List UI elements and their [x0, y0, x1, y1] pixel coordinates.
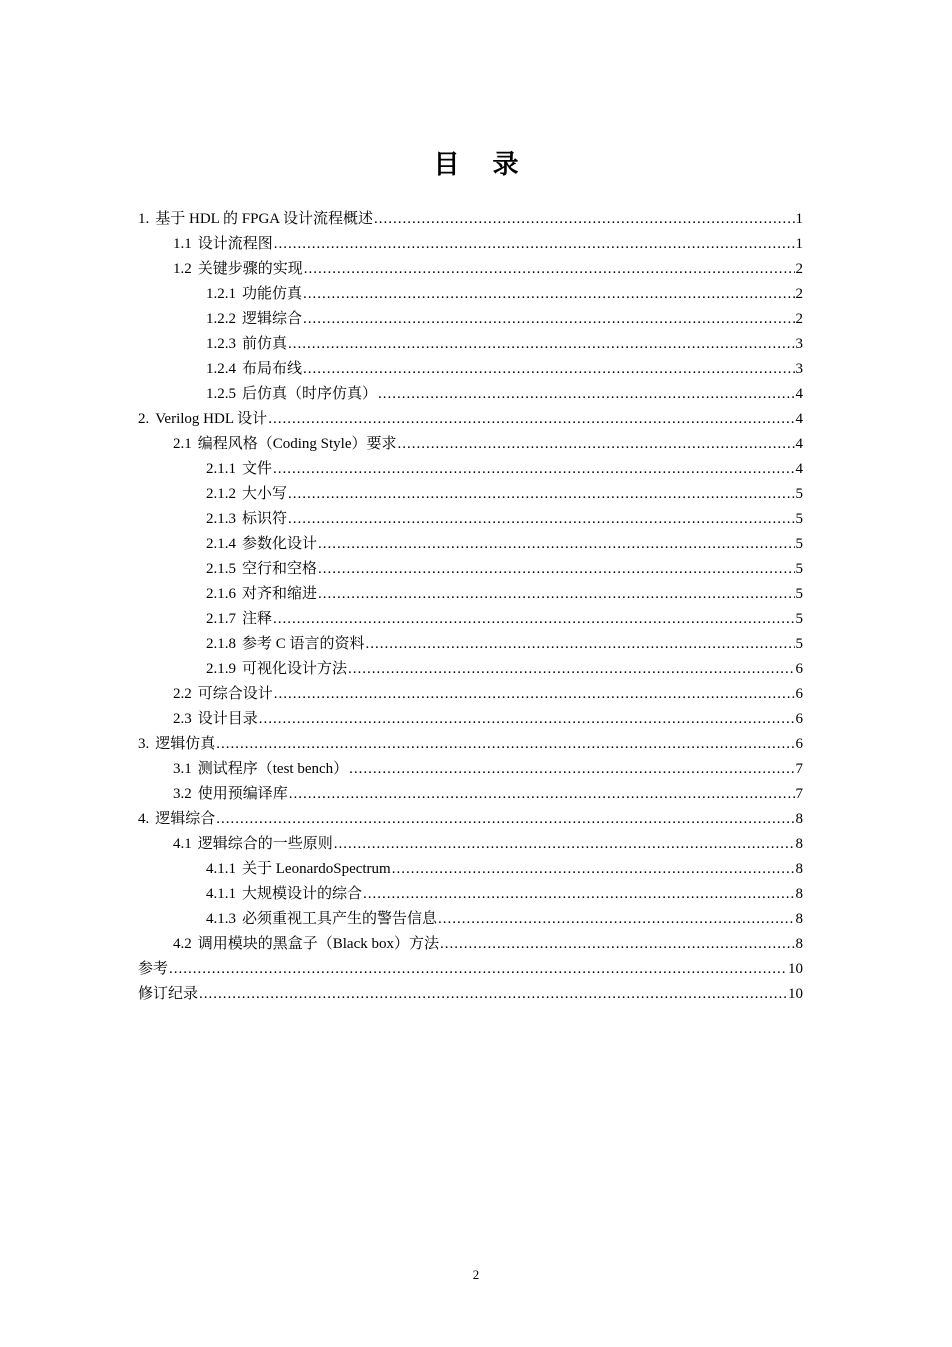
toc-entry[interactable]: [138, 507, 803, 532]
toc-entry[interactable]: [138, 307, 803, 332]
toc-entry-page: 6: [795, 711, 803, 727]
toc-entry-text: 关键步骤的实现: [197, 261, 303, 277]
toc-entry-page: 7: [795, 761, 803, 777]
toc-leader-dots: [440, 932, 795, 957]
toc-entry-number: 2.1.7: [206, 611, 236, 627]
toc-leader-dots: [303, 357, 794, 382]
toc-leader-dots: [273, 607, 794, 632]
toc-entry-page: 1: [795, 236, 803, 252]
toc-entry-label: [138, 207, 373, 232]
toc-entry-label: [173, 257, 303, 282]
toc-entry-number: 1.2: [173, 261, 192, 277]
toc-entry-page: 7: [795, 786, 803, 802]
toc-leader-dots: [274, 682, 795, 707]
toc-entry-label: [206, 532, 317, 557]
toc-entry-page: 4: [795, 411, 803, 427]
toc-entry-page: 10: [788, 986, 803, 1002]
toc-entry[interactable]: [138, 407, 803, 432]
toc-entry[interactable]: [138, 457, 803, 482]
toc-entry-text: 参考 C 语言的资料: [242, 636, 365, 652]
toc-entry-number: 2.1.1: [206, 461, 236, 477]
toc-entry-text: 测试程序（test bench）: [197, 761, 349, 777]
toc-entry-page: 3: [795, 361, 803, 377]
toc-leader-dots: [363, 882, 794, 907]
toc-entry-label: [138, 982, 198, 1007]
toc-entry-number: 3.1: [173, 761, 192, 777]
toc-entry-number: 2.1.9: [206, 661, 236, 677]
toc-entry-number: 2.1.8: [206, 636, 236, 652]
toc-leader-dots: [374, 207, 794, 232]
toc-leader-dots: [318, 557, 794, 582]
toc-entry[interactable]: [138, 532, 803, 557]
toc-entry-page: 5: [795, 511, 803, 527]
toc-leader-dots: [259, 707, 795, 732]
toc-entry[interactable]: [138, 482, 803, 507]
toc-entry-label: [173, 757, 348, 782]
toc-entry-text: 文件: [242, 461, 273, 477]
toc-entry[interactable]: [138, 807, 803, 832]
toc-entry-label: [138, 732, 215, 757]
toc-entry-text: 可综合设计: [197, 686, 273, 702]
toc-entry-page: 5: [795, 486, 803, 502]
toc-entry-text: 调用模块的黑盒子（Black box）方法: [197, 936, 439, 952]
toc-leader-dots: [348, 657, 794, 682]
toc-entry-page: 3: [795, 336, 803, 352]
toc-entry-number: 4.1.1: [206, 861, 236, 877]
toc-entry[interactable]: [138, 632, 803, 657]
toc-entry-page: 4: [795, 461, 803, 477]
toc-leader-dots: [438, 907, 794, 932]
toc-entry[interactable]: [138, 832, 803, 857]
toc-entry-text: 大规模设计的综合: [242, 886, 363, 902]
toc-entry-page: 1: [795, 211, 803, 227]
toc-entry-number: 3.: [138, 736, 150, 752]
toc-leader-dots: [304, 257, 795, 282]
toc-entry-text: 修订纪录: [138, 986, 199, 1002]
toc-entry-number: 2.1.2: [206, 486, 236, 502]
toc-entry-label: [173, 782, 288, 807]
toc-leader-dots: [288, 507, 794, 532]
toc-entry[interactable]: [138, 782, 803, 807]
toc-entry-label: [206, 582, 317, 607]
toc-entry-text: 参数化设计: [242, 536, 318, 552]
toc-entry-number: 1.2.5: [206, 386, 236, 402]
toc-entry-number: 1.2.3: [206, 336, 236, 352]
toc-entry-page: 10: [788, 961, 803, 977]
toc-leader-dots: [274, 232, 795, 257]
toc-entry[interactable]: [138, 907, 803, 932]
toc-leader-dots: [303, 282, 794, 307]
toc-entry-page: 5: [795, 536, 803, 552]
toc-entry-label: [173, 232, 273, 257]
toc-leader-dots: [334, 832, 795, 857]
toc-entry-label: [206, 882, 362, 907]
toc-entry-page: 6: [795, 686, 803, 702]
toc-entry-label: [173, 432, 397, 457]
toc-entry-text: 空行和空格: [242, 561, 318, 577]
toc-entry-text: 设计目录: [197, 711, 258, 727]
toc-entry-text: 参考: [138, 961, 169, 977]
toc-entry[interactable]: [138, 657, 803, 682]
toc-entry-text: 编程风格（Coding Style）要求: [197, 436, 397, 452]
toc-leader-dots: [199, 982, 787, 1007]
toc-entry-page: 8: [795, 911, 803, 927]
toc-leader-dots: [366, 632, 795, 657]
toc-entry-text: 必须重视工具产生的警告信息: [242, 911, 438, 927]
toc-entry-label: [173, 707, 258, 732]
toc-leader-dots: [216, 807, 794, 832]
toc-leader-dots: [273, 457, 794, 482]
page-number: 2: [472, 1267, 480, 1282]
toc-entry-number: 1.1: [173, 236, 192, 252]
toc-entry-page: 2: [795, 286, 803, 302]
toc-entry-text: 基于 HDL 的 FPGA 设计流程概述: [155, 211, 374, 227]
toc-leader-dots: [169, 957, 787, 982]
toc-entry[interactable]: [138, 332, 803, 357]
toc-leader-dots: [303, 307, 794, 332]
toc-entry-number: 2.1.4: [206, 536, 236, 552]
toc-entry-page: 8: [795, 936, 803, 952]
toc-entry-number: 2.: [138, 411, 150, 427]
toc-entry-text: 对齐和缩进: [242, 586, 318, 602]
toc-entry-text: 使用预编译库: [197, 786, 288, 802]
toc-entry[interactable]: [138, 982, 803, 1007]
page-title: 目 录: [433, 150, 531, 180]
toc-entry-number: 1.2.1: [206, 286, 236, 302]
toc-leader-dots: [349, 757, 794, 782]
toc-entry-number: 2.1: [173, 436, 192, 452]
toc-entry-page: 2: [795, 311, 803, 327]
toc-entry-text: 逻辑综合的一些原则: [197, 836, 333, 852]
toc-entry[interactable]: [138, 957, 803, 982]
toc-entry[interactable]: [138, 932, 803, 957]
toc-entry[interactable]: [138, 707, 803, 732]
toc-entry-label: [206, 307, 302, 332]
toc-entry-page: 4: [795, 386, 803, 402]
toc-leader-dots: [288, 482, 794, 507]
toc-leader-dots: [288, 332, 794, 357]
toc-entry-label: [138, 957, 168, 982]
toc-entry-text: 标识符: [242, 511, 288, 527]
toc-entry-number: 2.1.6: [206, 586, 236, 602]
toc-entry-number: 1.: [138, 211, 150, 227]
toc-entry-label: [206, 857, 391, 882]
toc-entry[interactable]: [138, 432, 803, 457]
toc-entry-label: [206, 282, 302, 307]
toc-entry-label: [206, 382, 377, 407]
table-of-contents: [138, 207, 803, 1007]
toc-entry-page: 8: [795, 886, 803, 902]
toc-entry-page: 8: [795, 811, 803, 827]
toc-entry-label: [206, 357, 302, 382]
toc-entry-number: 2.1.3: [206, 511, 236, 527]
toc-entry-text: 逻辑仿真: [155, 736, 216, 752]
toc-entry-label: [206, 632, 365, 657]
toc-entry-number: 1.2.2: [206, 311, 236, 327]
toc-entry-page: 6: [795, 661, 803, 677]
toc-leader-dots: [318, 582, 794, 607]
toc-entry[interactable]: [138, 732, 803, 757]
toc-entry-label: [206, 657, 347, 682]
toc-entry-number: 2.2: [173, 686, 192, 702]
toc-entry-number: 1.2.4: [206, 361, 236, 377]
toc-entry-label: [173, 932, 439, 957]
toc-entry-text: 布局布线: [242, 361, 303, 377]
toc-leader-dots: [392, 857, 795, 882]
toc-entry-page: 5: [795, 611, 803, 627]
toc-entry-label: [206, 507, 287, 532]
toc-entry-text: 注释: [242, 611, 273, 627]
toc-entry-text: 关于 LeonardoSpectrum: [242, 861, 391, 877]
toc-entry-text: 后仿真（时序仿真）: [242, 386, 378, 402]
toc-entry[interactable]: [138, 282, 803, 307]
toc-entry-text: 前仿真: [242, 336, 288, 352]
toc-entry-label: [206, 907, 437, 932]
toc-leader-dots: [268, 407, 794, 432]
toc-entry[interactable]: [138, 882, 803, 907]
toc-entry-text: 逻辑综合: [155, 811, 216, 827]
toc-entry[interactable]: [138, 207, 803, 232]
toc-entry-label: [206, 482, 287, 507]
toc-entry-page: 5: [795, 561, 803, 577]
toc-entry-text: 功能仿真: [242, 286, 303, 302]
toc-entry-label: [173, 682, 273, 707]
toc-entry-number: 4.1: [173, 836, 192, 852]
toc-entry-label: [173, 832, 333, 857]
toc-entry-number: 2.1.5: [206, 561, 236, 577]
toc-entry-label: [206, 332, 287, 357]
toc-entry[interactable]: [138, 357, 803, 382]
toc-entry-text: 逻辑综合: [242, 311, 303, 327]
toc-leader-dots: [289, 782, 795, 807]
toc-entry-number: 4.: [138, 811, 150, 827]
toc-entry-number: 4.1.3: [206, 911, 236, 927]
toc-entry-number: 4.1.1: [206, 886, 236, 902]
toc-entry[interactable]: [138, 857, 803, 882]
toc-entry-label: [206, 557, 317, 582]
toc-entry[interactable]: [138, 257, 803, 282]
toc-entry[interactable]: [138, 557, 803, 582]
toc-leader-dots: [216, 732, 794, 757]
toc-entry-page: 2: [795, 261, 803, 277]
toc-entry-page: 8: [795, 861, 803, 877]
toc-entry-page: 6: [795, 736, 803, 752]
toc-entry[interactable]: [138, 607, 803, 632]
toc-entry-page: 5: [795, 586, 803, 602]
toc-entry[interactable]: [138, 232, 803, 257]
toc-entry-label: [206, 607, 272, 632]
toc-entry-text: 可视化设计方法: [242, 661, 348, 677]
toc-entry[interactable]: [138, 382, 803, 407]
toc-entry[interactable]: [138, 582, 803, 607]
toc-entry-page: 4: [795, 436, 803, 452]
toc-entry-number: 2.3: [173, 711, 192, 727]
toc-entry-number: 4.2: [173, 936, 192, 952]
toc-leader-dots: [318, 532, 794, 557]
toc-entry-text: Verilog HDL 设计: [155, 411, 268, 427]
toc-entry-label: [206, 457, 272, 482]
toc-entry-page: 8: [795, 836, 803, 852]
toc-entry-label: [138, 807, 215, 832]
toc-entry[interactable]: [138, 757, 803, 782]
toc-entry-page: 5: [795, 636, 803, 652]
toc-leader-dots: [378, 382, 794, 407]
toc-leader-dots: [398, 432, 795, 457]
toc-entry-label: [138, 407, 267, 432]
toc-entry-number: 3.2: [173, 786, 192, 802]
toc-entry-text: 大小写: [242, 486, 288, 502]
toc-entry[interactable]: [138, 682, 803, 707]
toc-entry-text: 设计流程图: [197, 236, 273, 252]
